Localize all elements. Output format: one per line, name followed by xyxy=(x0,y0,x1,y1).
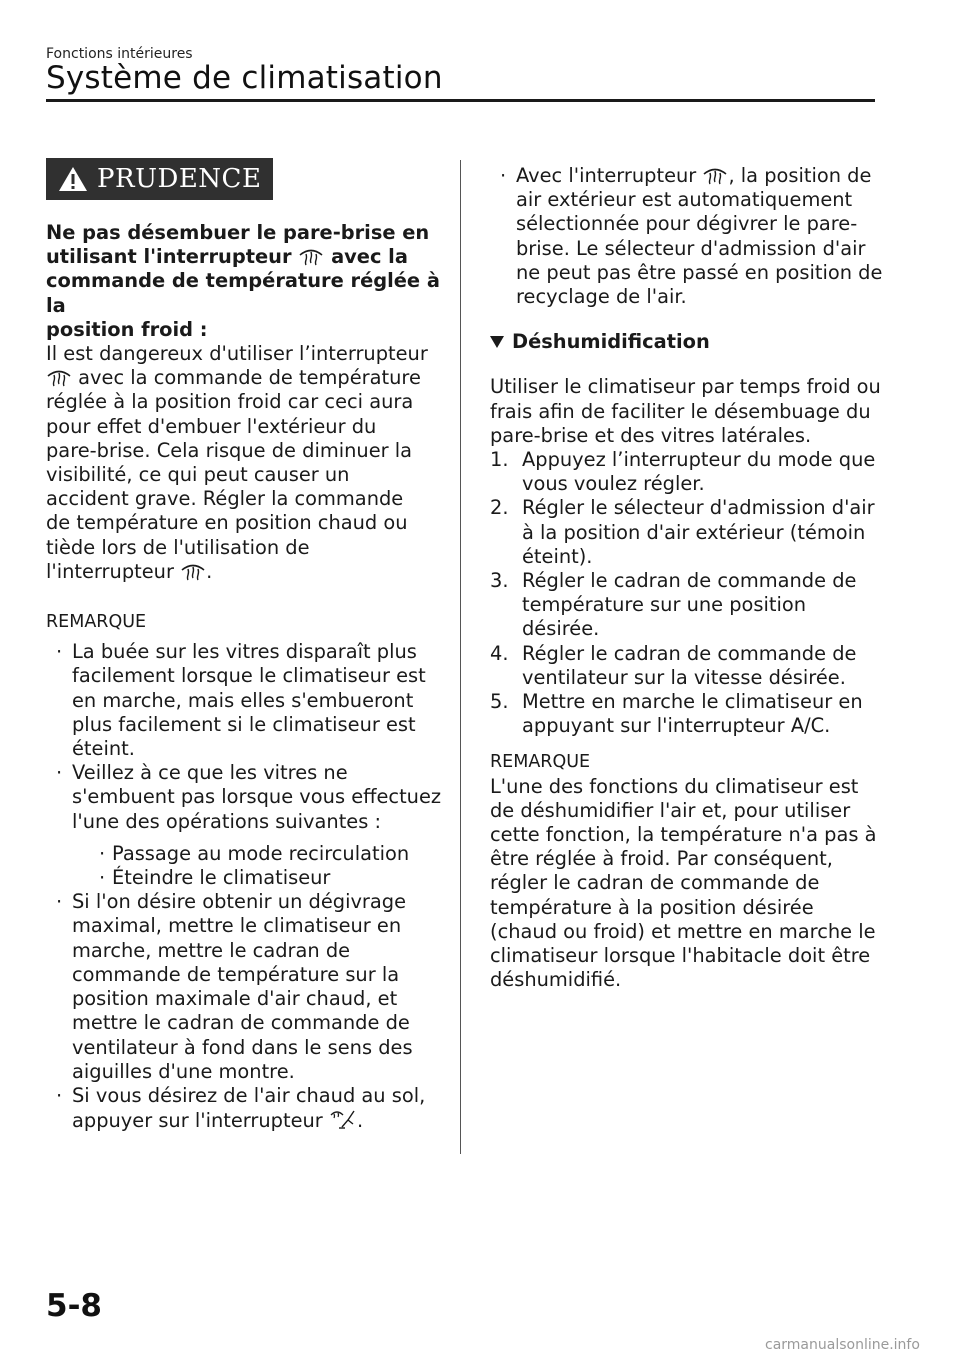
warning-body-text: l'interrupteur xyxy=(46,559,174,583)
right-column xyxy=(490,164,885,993)
triangle-down-icon xyxy=(490,336,504,348)
section-title: Déshumidification xyxy=(512,330,710,354)
remark-text: L'une des fonctions du climatiseur est de déshumidifier l'air et, pour utiliser cette fonction, la température n'a pas à être réglée à froid. Par conséquent, régler le cadran de commande de température à la position désirée (chaud ou froid) et mettre en marche le climatiseur lorsque l'habitacle doit être déshumidifié. xyxy=(490,774,877,992)
warning-body-line: tiède lors de l'utilisation de xyxy=(46,535,310,559)
remark-title: REMARQUE xyxy=(46,612,147,633)
windshield-defroster-icon xyxy=(46,367,72,387)
step-number: 4. xyxy=(490,641,509,665)
warning-body xyxy=(46,342,446,584)
step-text: Régler le cadran de commande de ventilateur sur la vitesse désirée. xyxy=(522,641,857,689)
step-item xyxy=(490,496,885,569)
left-column xyxy=(46,158,446,1133)
warning-body-line: pare-brise. Cela risque de diminuer la xyxy=(46,438,413,462)
period: . xyxy=(206,559,213,583)
list-item-text: appuyer sur l'interrupteur xyxy=(72,1109,323,1133)
list-item: · Si l'on désire obtenir un dégivrage maximal, mettre le climatiseur en marche, mettre le cadran de commande de température sur la position maximale d'air chaud, et mettre le cadran de commande de ventilateur à fond dans le sens des aiguilles d'une montre. xyxy=(46,890,446,1084)
warning-triangle-icon xyxy=(58,166,88,192)
remark-title: REMARQUE xyxy=(490,752,591,773)
warning-heading xyxy=(46,221,446,342)
warning-body-line: de température en position chaud ou xyxy=(46,511,408,535)
warning-body-line: réglée à la position froid car ceci aura xyxy=(46,390,414,414)
warning-heading-line: Ne pas désembuer le pare-brise en xyxy=(46,221,430,244)
step-number: 3. xyxy=(490,569,509,593)
warning-body-line: pour effet d'embuer l'extérieur du xyxy=(46,414,377,438)
page-number: 5-8 xyxy=(46,1288,103,1324)
list-item xyxy=(490,164,885,309)
windshield-defroster-icon xyxy=(180,561,206,581)
warning-body-line: Il est dangereux d'utiliser l’interrupteur xyxy=(46,342,428,366)
step-item xyxy=(490,690,885,738)
section-intro: Utiliser le climatiseur par temps froid ou frais afin de faciliter le désembuage du pare-brise et des vitres latérales. xyxy=(490,375,881,447)
section-heading xyxy=(490,330,885,354)
list-item xyxy=(46,761,446,890)
sub-bullets xyxy=(98,842,446,890)
warning-heading-text: avec la xyxy=(331,245,408,269)
remark-bullets xyxy=(46,640,446,1133)
warning-heading-line: commande de température réglée à la xyxy=(46,269,440,317)
list-item-text: · Si vous désirez de l'air chaud au sol, xyxy=(72,1083,426,1107)
step-number: 5. xyxy=(490,690,509,714)
warning-body-text: avec la commande de température xyxy=(78,366,421,390)
prudence-banner xyxy=(46,158,273,200)
list-item-text: Veillez à ce que les vitres ne s'embuent pas lorsque vous effectuez l'une des opérations suivantes : xyxy=(72,761,442,833)
warning-heading-line xyxy=(46,245,446,269)
step-number: 2. xyxy=(490,496,509,520)
period: . xyxy=(356,1109,364,1133)
page-title: Système de climatisation xyxy=(46,60,443,96)
step-text: Régler le cadran de commande de température sur une position désirée. xyxy=(522,569,857,641)
warning-body-line xyxy=(46,560,446,584)
step-item xyxy=(490,642,885,690)
step-item xyxy=(490,569,885,642)
list-item-text xyxy=(72,1108,446,1133)
step-number: 1. xyxy=(490,448,509,472)
list-item: · Éteindre le climatiseur xyxy=(98,866,446,890)
warning-body-line xyxy=(46,366,446,390)
defroster-note xyxy=(490,164,885,309)
step-text: Appuyez l’interrupteur du mode que vous voulez régler. xyxy=(522,448,876,496)
header-divider xyxy=(46,99,875,102)
floor-defroster-icon xyxy=(329,1108,357,1130)
prudence-label: PRUDENCE xyxy=(97,163,262,194)
warning-body-line: accident grave. Régler la commande xyxy=(46,487,404,511)
warning-heading-text: utilisant l'interrupteur xyxy=(46,245,292,269)
list-item: · La buée sur les vitres disparaît plus facilement lorsque le climatiseur est en marche, mais elles s'embueront plus facilement si le climatiseur est éteint. xyxy=(46,640,446,761)
warning-heading-line: position froid : xyxy=(46,317,208,341)
windshield-defroster-icon xyxy=(298,246,324,266)
watermark: carmanualsonline.info xyxy=(765,1337,920,1353)
list-item-text: Avec l'interrupteur xyxy=(516,164,697,187)
list-item: · Passage au mode recirculation xyxy=(98,842,446,866)
header-section-label: Fonctions intérieures xyxy=(46,46,193,62)
column-divider xyxy=(460,160,461,1154)
list-item-text: , la position de air extérieur est automatiquement sélectionnée pour dégivrer le pare-brise. Le sélecteur d'admission d'air ne peut pas être passé en position de recyclage de l'air. xyxy=(516,164,883,309)
warning-body-line: visibilité, ce qui peut causer un xyxy=(46,463,350,487)
steps-list xyxy=(490,448,885,738)
step-item xyxy=(490,448,885,496)
step-text: Régler le sélecteur d'admission d'air à la position d'air extérieur (témoin éteint). xyxy=(522,496,875,568)
step-text: Mettre en marche le climatiseur en appuyant sur l'interrupteur A/C. xyxy=(522,690,863,738)
windshield-defroster-icon xyxy=(702,165,728,185)
list-item xyxy=(46,1084,446,1133)
